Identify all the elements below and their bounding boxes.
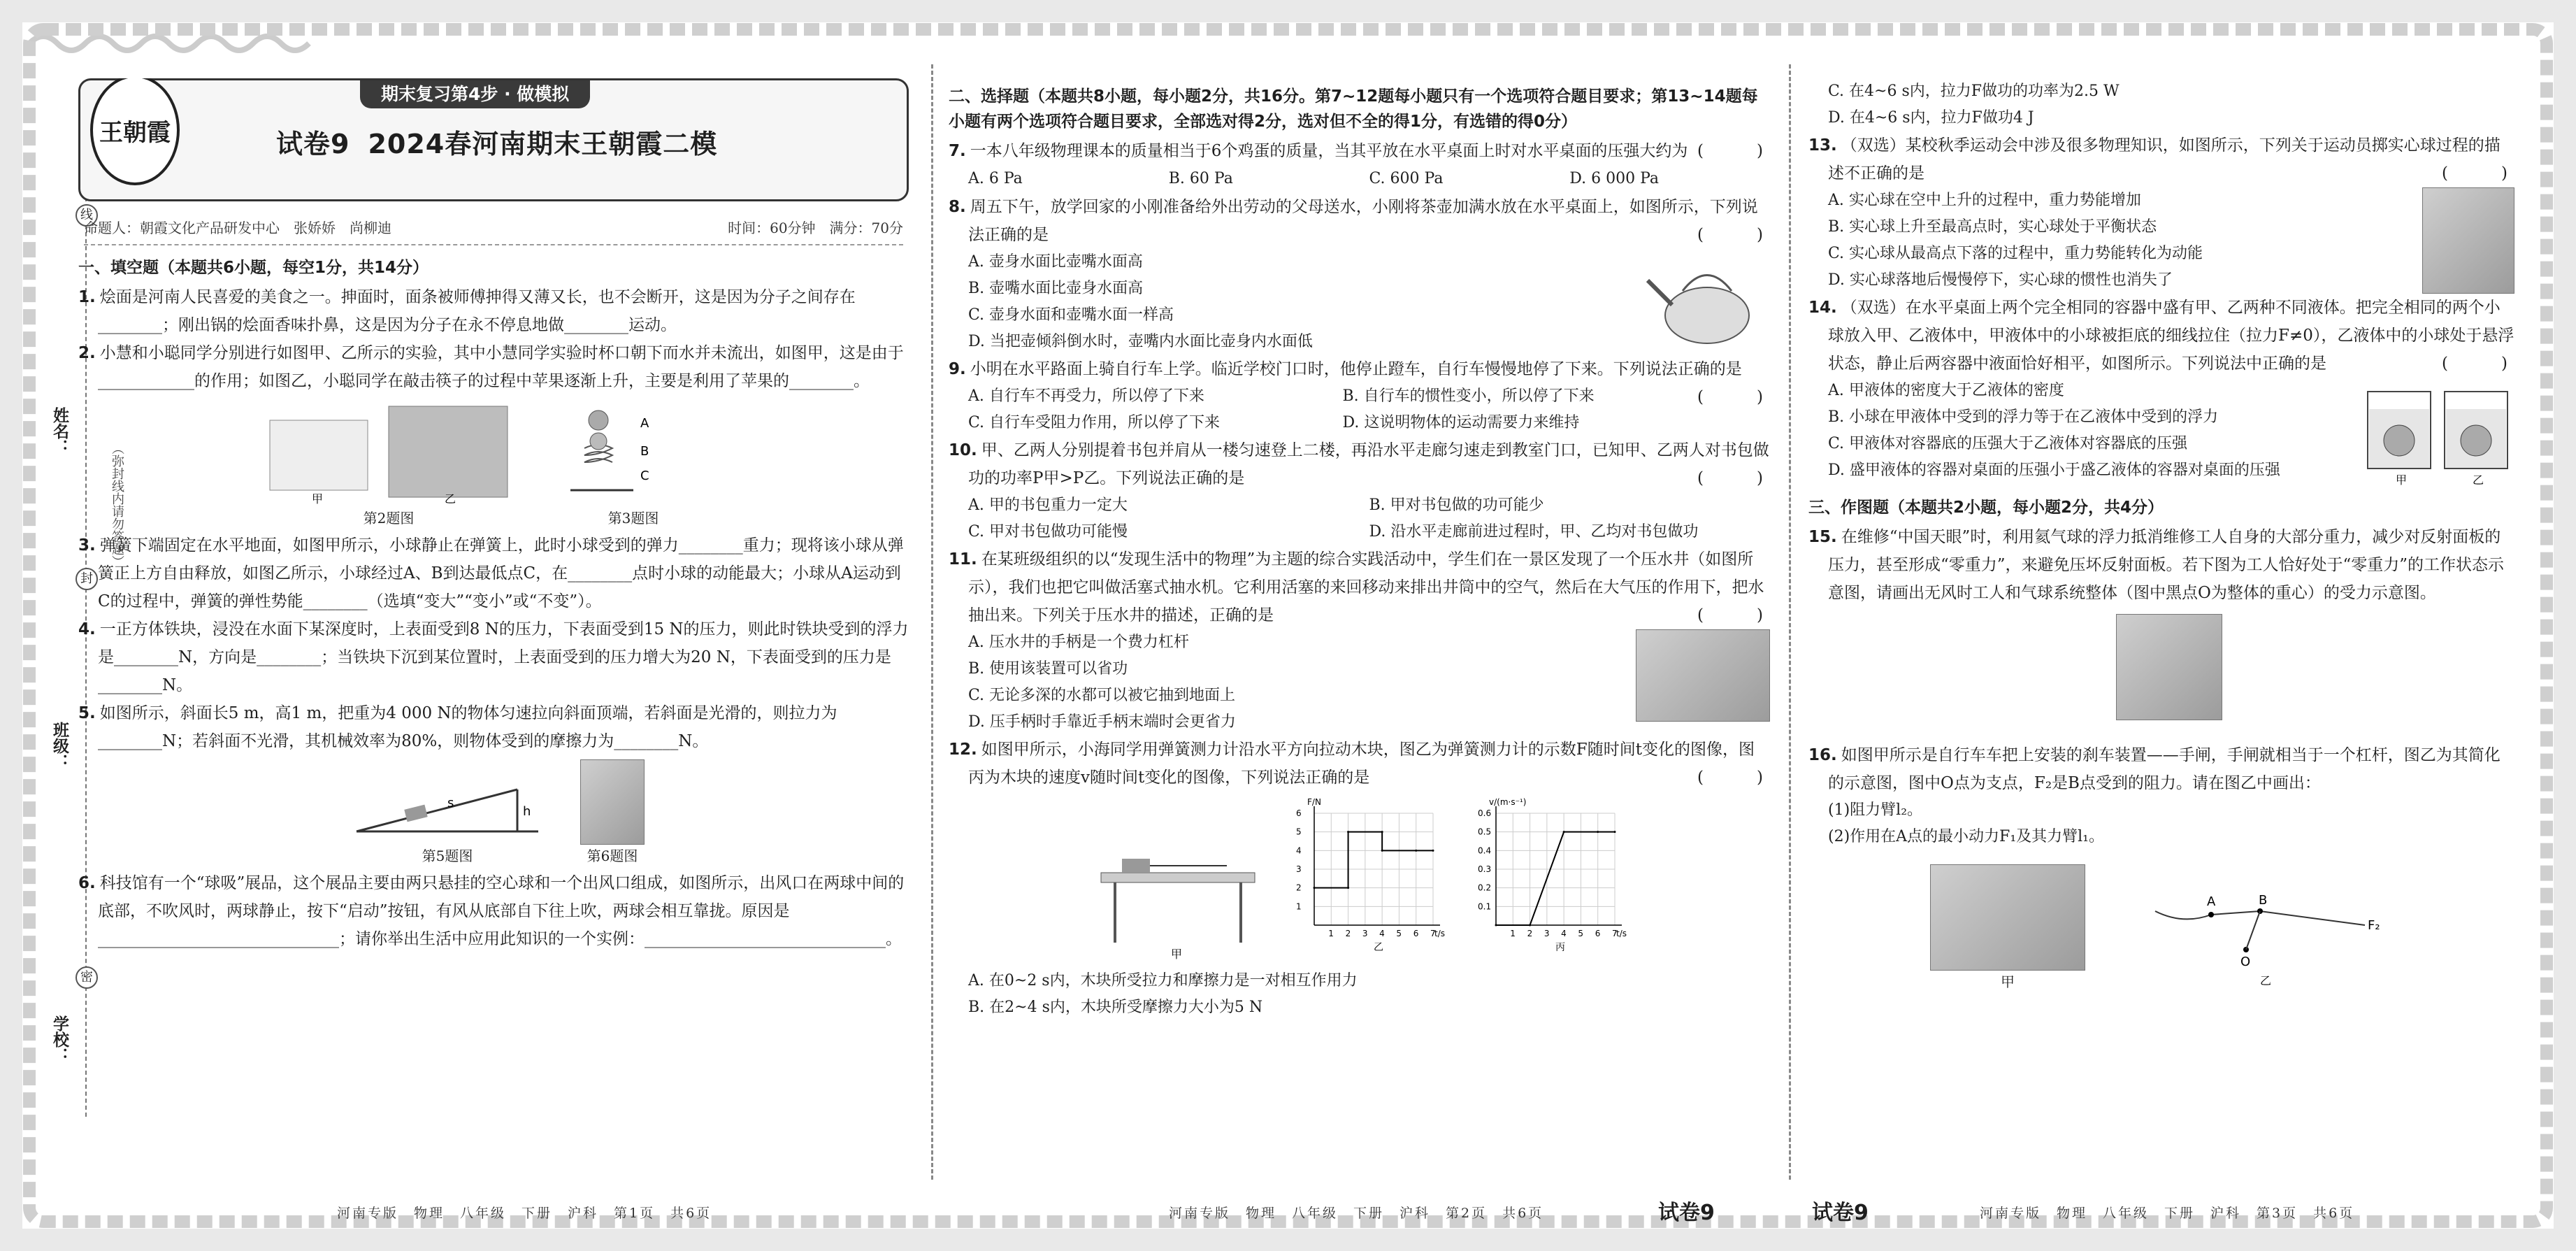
x-axis-label: t/s [1616, 929, 1627, 938]
options-q7: A. 6 Pa B. 60 Pa C. 600 Pa D. 6 000 Pa [968, 170, 1659, 187]
school-label: 学校： [50, 1015, 69, 1064]
x-tick-label: 1 [1509, 929, 1516, 938]
question-9: 9. 小明在水平路面上骑自行车上学。临近学校门口时，他停止蹬车，自行车慢慢地停了下来。下列说法正确的是 ( ) [949, 360, 1770, 406]
chart-force-time [1283, 796, 1451, 964]
data-point [1313, 887, 1315, 889]
option-q12-b: B. 在2~4 s内，木块所受摩擦力大小为5 N [968, 999, 1263, 1016]
y-tick-label: 0.2 [1477, 882, 1491, 893]
pump-photo [1636, 629, 1770, 722]
question-5: 5. 如图所示，斜面长5 m，高1 m，把重为4 000 N的物体匀速拉向斜面顶端，若斜面是光滑的，则拉力为________N；若斜面不光滑，其机械效率为80%，则物体受到的摩擦力为________N。 [78, 704, 837, 750]
x-tick-label: 2 [1527, 929, 1532, 938]
caption-fig2: 第2题图 [363, 510, 415, 527]
data-point [1432, 850, 1434, 852]
q2-figure [263, 399, 515, 504]
containers-figure [2361, 378, 2514, 489]
y-tick-label: 0.1 [1477, 901, 1491, 912]
question-3: 3. 弹簧下端固定在水平地面，如图甲所示，小球静止在弹簧上，此时小球受到的弹力________重力；现将该小球从弹簧正上方自由释放，如图乙所示，小球经过A、B到达最低点C，在________点时小球的动能最大；小球从A运动到C的过程中，弹簧的弹性势能________（选填“变大”“变小”或“不变”）。 [78, 536, 904, 610]
y-tick-label: 4 [1295, 845, 1302, 856]
section-heading: 二、选择题（本题共8小题，每小题2分，共16分。第7~12题每小题只有一个选项符合题目要求；第13~14题每小题有两个选项符合题目要求，全部选对得2分，选对但不全的得1分，有选错的得0分） [949, 87, 1758, 131]
question-14: 14. （双选）在水平桌面上两个完全相同的容器中盛有甲、乙两种不同液体。把完全相同的两个小球放入甲、乙液体中，甲液体中的小球被拒底的细线拉住（拉力F≠0），乙液体中的小球处于悬浮状态，静止后两容器中液面恰好相平，如图所示。下列说法中正确的是 ( ) [1808, 299, 2514, 373]
y-tick-label: 0.5 [1477, 827, 1491, 837]
lever-diagram [2141, 883, 2393, 988]
page-footer: 河南专版 物理 八年级 下册 沪科 第1页 共6页 [337, 1206, 712, 1221]
brand-logo: 王朝霞 [90, 78, 180, 185]
data-point [1381, 850, 1383, 852]
svg-text:乙: 乙 [445, 492, 456, 504]
chart-title: 丙 [1555, 942, 1565, 953]
question-7: 7. 一本八年级物理课本的质量相当于6个鸡蛋的质量，当其平放在水平桌面上时对水平桌面的压强大约为 ( ) [949, 142, 1770, 160]
question-6: 6. 科技馆有一个“球吸”展品，这个展品主要由两只悬挂的空心球和一个出风口组成，如图所示，出风口在两球中间的底部，不吹风时，两球静止，按下“启动”按钮，有风从底部自下往上吹，两球会相互靠拢。原因是______________________________；请你举出生活中应用此知识的一个实例：______________________________。 [78, 874, 905, 948]
data-point [1562, 831, 1564, 833]
header-banner [78, 78, 909, 201]
svg-text:s: s [447, 796, 454, 810]
question-8: 8. 周五下午，放学回家的小刚准备给外出劳动的父母送水，小刚将茶壶加满水放在水平桌面上，如图所示，下列说法正确的是 ( ) [949, 198, 1770, 244]
paper-tag: 试卷9 [1812, 1201, 1869, 1225]
page-1 [78, 78, 909, 1164]
figure-q16: 甲 A B O F₂ 乙 [1808, 864, 2514, 991]
data-series-line [1314, 832, 1433, 888]
svg-text:B: B [640, 444, 649, 459]
x-tick-label: 4 [1560, 929, 1567, 938]
binding-note: （弥封线内请勿答题） [110, 442, 124, 568]
question-15: 15. 在维修“中国天眼”时，利用氦气球的浮力抵消维修工人自身的大部分重力，减少对反射面板的压力，甚至形成“零重力”，来避免压坏反射面板。若下图为工人恰好处于“零重力”的工作状态示意图，请画出无风时工人和气球系统整体（图中黑点O为整体的重心）的受力示意图。 [1808, 528, 2505, 602]
svg-text:甲: 甲 [312, 492, 324, 504]
question-2: 2. 小慧和小聪同学分别进行如图甲、乙所示的实验，其中小慧同学实验时杯口朝下而水并未流出，如图甲，这是由于____________的作用；如图乙，小聪同学在敲击筷子的过程中苹果逐渐上升，主要是利用了苹果的________。 [78, 344, 904, 390]
question-4: 4. 一正方体铁块，浸没在水面下某深度时，上表面受到8 N的压力，下表面受到15 N的压力，则此时铁块受到的浮力是________N，方向是________；当铁块下沉到某位置时，上表面受到的压力增大为20 N，下表面受到的压力是________N。 [78, 620, 909, 694]
section-heading: 一、填空题（本题共6小题，每空1分，共14分） [78, 259, 429, 277]
step-tag: 期末复习第4步 · 做模拟 [360, 80, 590, 108]
svg-text:A: A [640, 416, 649, 431]
y-tick-label: 0.6 [1477, 808, 1491, 818]
data-point [1347, 831, 1349, 833]
exam-title: 试卷9 2024春河南期末王朝霞二模 [276, 129, 718, 159]
binding-mark: 密 [75, 966, 98, 989]
x-tick-label: 6 [1595, 929, 1600, 938]
x-tick-label: 6 [1413, 929, 1418, 938]
class-label: 班级： [50, 722, 69, 770]
figure-q5-q6 [78, 759, 909, 865]
paper-tag: 试卷9 [1658, 1201, 1715, 1225]
question-16: 16. 如图甲所示是自行车车把上安装的刹车装置——手闸，手闸就相当于一个杠杆，图乙为其简化的示意图，图中O点为支点，F₂是B点受到的阻力。请在图乙中画出： [1808, 746, 2501, 792]
svg-text:甲: 甲 [2396, 473, 2408, 487]
x-tick-label: 2 [1345, 929, 1351, 938]
y-axis-label: F/N [1307, 797, 1321, 807]
y-tick-label: 1 [1295, 901, 1302, 912]
binding-mark: 封 [75, 568, 98, 590]
svg-text:乙: 乙 [2473, 473, 2484, 487]
figure-q2-q3 [78, 399, 909, 527]
options-q9: A. 自行车不再受力，所以停了下来 B. 自行车的惯性变小，所以停了下来 C. 自行车受阻力作用，所以停了下来 D. 这说明物体的运动需要力来维持 [968, 387, 1595, 431]
svg-text:A: A [2207, 894, 2216, 909]
page-3: C. 在4~6 s内，拉力F做功的功率为2.5 W D. 在4~6 s内，拉力F做功4 J 13. （双选）某校秋季运动会中涉及很多物理知识，如图所示，下列关于运动员掷实心球过程的描述不正确的是 ( ) A. 实心球在空中上升的过程中，重力势能增加 B. 实心球上升至最高点时，实心球处于平衡状态 C. 实心球从最高点下落的过程中，重力势能转化为动能 D. 实心球落地后慢慢停下，实心球的惯性也消失了 14. （双选）在水平桌面上两个完全相同的容器中盛有甲、乙两种不同液体。把完全相同的两个小球放入甲、乙液体中，甲液体中的小球被拒底的细线拉住（拉力F≠0），乙液体中的小球处于悬浮状态，静止后两容器中液面恰好相平，如图所示。下列说法中正确的是 ( ) A. 甲液体的密度大于乙液体的密度 B. 小球在甲液体中受到的浮力等于在乙液体中受到的浮力 C. 甲液体对容器底的压强大于乙液体对容器底的压强 D. 盛甲液体的容器对桌面的压强小于盛乙液体的容器对桌面的压强 甲 乙 三、作图题（本题共2小题，每小题2分，共4分） 15. 在维修“中国天眼”时，利用氦气球的浮力抵消维修工人自身的大部分重力，减少对反射面板的压力，甚至形成“零重力”，来避免压坏反射面板。若下图为工人恰好处于“零重力”的工作状态示意图，请画出无风时工人和气球系统整体（图中黑点O为整体的重心）的受力示意图。 16. 如图甲所示是自行车车把上安装的刹车装置——手闸，手闸就相当于一个杠杆，图乙为其简化的示意图，图中O点为支点，F₂是B点受到的阻力。请在图乙中画出： (1)阻力臂l₂。 (2)作用在A点的最小动力F₁及其力臂l₁。 甲 A B O F₂ 乙 [1808, 83, 2514, 990]
caption-fig5: 第5题图 [422, 848, 473, 864]
y-tick-label: 3 [1295, 864, 1302, 874]
x-tick-label: 4 [1379, 929, 1385, 938]
data-point [1495, 924, 1497, 927]
fast-photo [2116, 614, 2222, 720]
data-point [1381, 831, 1383, 833]
page-2: 二、选择题（本题共8小题，每小题2分，共16分。第7~12题每小题只有一个选项符合题目要求；第13~14题每小题有两个选项符合题目要求，全部选对得2分，选对但不全的得1分，有选错的得0分） 7. 一本八年级物理课本的质量相当于6个鸡蛋的质量，当其平放在水平桌面上时对水平桌面的压强大约为 ( ) A. 6 Pa B. 60 Pa C. 600 Pa D. 6 000 Pa 8. 周五下午，放学回家的小刚准备给外出劳动的父母送水，小刚将茶壶加满水放在水平桌面上，如图所示，下列说法正确的是 ( ) A. 壶身水面比壶嘴水面高 B. 壶嘴水面比壶身水面高 C. 壶身水面和壶嘴水面一样高 D. 当把壶倾斜倒水时，壶嘴内水面比壶身内水面低 9. 小明在水平路面上骑自行车上学。临近学校门口时，他停止蹬车，自行车慢慢地停了下来。下列说法正确的是 ( ) A. 自行车不再受力，所以停了下来 B. 自行车的惯性变小，所以停了下来 C. 自行车受阻力作用，所以停了下来 D. 这说明物体的运动需要力来维持 10. 甲、乙两人分别提着书包并肩从一楼匀速登上二楼，再沿水平走廊匀速走到教室门口，已知甲、乙两人对书包做功的功率P甲>P乙。下列说法正确的是 ( ) A. 甲的书包重力一定大 B. 甲对书包做的功可能少 C. 甲对书包做功可能慢 D. 沿水平走廊前进过程时，甲、乙均对书包做功 11. 在某班级组织的以“发现生活中的物理”为主题的综合实践活动中，学生们在一景区发现了一个压水井（如图所示），我们也把它叫做活塞式抽水机。它利用活塞的来回移动来排出井筒中的空气，然后在大气压的作用下，把水抽出来。下列关于压水井的描述，正确的是 ( ) A. 压水井的手柄是一个费力杠杆 B. 使用该装置可以省功 C. 无论多深的水都可以被它抽到地面上 D. 压手柄时手靠近手柄末端时会更省力 12. 如图甲所示，小海同学用弹簧测力计沿水平方向拉动木块，图乙为弹簧测力计的示数F随时间t变化的图像，图丙为木块的速度v随时间t变化的图像，下列说法正确的是 ( ) 甲 1 2 3 4 5 6 7 1 2 3 4 5 6 t/s F/N 乙 1 2 3 4 5 6 7 0.1 0.2 0.3 0.4 0.5 0.6 t/s v/(m·s⁻¹) 丙 A. 在0~2 s内，木块所受拉力和摩擦力是一对相互作用力 B. 在2~4 s内，木块所受摩擦力大小为5 N [949, 78, 1770, 1164]
shotput-photo [2422, 187, 2514, 294]
x-tick-label: 3 [1362, 929, 1367, 938]
y-tick-label: 0.4 [1477, 845, 1491, 856]
option-q12-a: A. 在0~2 s内，木块所受拉力和摩擦力是一对相互作用力 [968, 972, 1358, 989]
question-12: 12. 如图甲所示，小海同学用弹簧测力计沿水平方向拉动木块，图乙为弹簧测力计的示数F随时间t变化的图像，图丙为木块的速度v随时间t变化的图像，下列说法正确的是 ( ) [949, 741, 1770, 787]
exam-meta: 命题人：朝霞文化产品研发中心 张娇娇 尚柳迪 时间：60分钟 满分：70分 [84, 217, 903, 245]
name-label: 姓名： [50, 407, 69, 455]
y-axis-label: v/(m·s⁻¹) [1488, 797, 1526, 807]
x-tick-label: 5 [1395, 929, 1402, 938]
data-point [1597, 831, 1599, 833]
page-footer: 河南专版 物理 八年级 下册 沪科 第2页 共6页 [1169, 1206, 1544, 1221]
x-tick-label: 3 [1544, 929, 1549, 938]
page-footer: 河南专版 物理 八年级 下册 沪科 第3页 共6页 [1980, 1206, 2355, 1221]
question-13: 13. （双选）某校秋季运动会中涉及很多物理知识，如图所示，下列关于运动员掷实心球过程的描述不正确的是 ( ) [1808, 136, 2514, 183]
svg-text:h: h [523, 804, 531, 819]
y-tick-label: 0.3 [1477, 864, 1491, 874]
caption-fig3: 第3题图 [607, 510, 659, 527]
options-q10: A. 甲的书包重力一定大 B. 甲对书包做的功可能少 C. 甲对书包做功可能慢 D. 沿水平走廊前进过程时，甲、乙均对书包做功 [968, 496, 1699, 541]
q12-apparatus [1087, 810, 1269, 964]
x-tick-label: 5 [1577, 929, 1583, 938]
q6-photo [580, 759, 645, 845]
svg-text:F₂: F₂ [2368, 918, 2380, 933]
incline-figure [343, 765, 552, 842]
svg-text:甲: 甲 [1170, 948, 1182, 961]
x-tick-label: 7 [1430, 929, 1436, 938]
binding-margin [43, 176, 124, 1117]
question-11: 11. 在某班级组织的以“发现生活中的物理”为主题的综合实践活动中，学生们在一景区发现了一个压水井（如图所示），我们也把它叫做活塞式抽水机。它利用活塞的来回移动来排出井筒中的空气，然后在大气压的作用下，把水抽出来。下列关于压水井的描述，正确的是 ( ) [949, 550, 1770, 624]
question-10: 10. 甲、乙两人分别提着书包并肩从一楼匀速登上二楼，再沿水平走廊匀速走到教室门口，已知甲、乙两人对书包做功的功率P甲>P乙。下列说法正确的是 ( ) [949, 441, 1770, 487]
chart-title: 乙 [1373, 942, 1383, 953]
binding-mark: 线 [75, 204, 98, 227]
data-point [1347, 887, 1349, 889]
data-point [1415, 850, 1417, 852]
figure-q12 [949, 796, 1770, 964]
y-tick-label: 6 [1295, 808, 1302, 818]
data-point [1529, 924, 1531, 927]
svg-text:O: O [2240, 955, 2251, 969]
q3-figure [542, 399, 724, 504]
kettle-figure [1644, 249, 1770, 347]
x-axis-label: t/s [1434, 929, 1445, 938]
x-tick-label: 7 [1611, 929, 1618, 938]
svg-text:B: B [2259, 893, 2268, 908]
caption-fig6: 第6题图 [587, 848, 638, 864]
x-tick-label: 1 [1327, 929, 1334, 938]
y-tick-label: 5 [1295, 827, 1302, 837]
data-point [1613, 831, 1616, 833]
svg-text:C: C [640, 469, 649, 483]
exam-sheet [22, 22, 2554, 1229]
svg-text:乙: 乙 [2260, 974, 2272, 987]
question-1: 1. 烩面是河南人民喜爱的美食之一。抻面时，面条被师傅抻得又薄又长，也不会断开，这是因为分子之间存在________；刚出锅的烩面香味扑鼻，这是因为分子在永不停息地做________运动。 [78, 288, 856, 334]
handbrake-photo [1930, 864, 2085, 971]
data-series-line [1496, 832, 1615, 925]
y-tick-label: 2 [1295, 882, 1302, 893]
chart-velocity-time [1465, 796, 1632, 964]
section-heading: 三、作图题（本题共2小题，每小题2分，共4分） [1808, 499, 2164, 517]
